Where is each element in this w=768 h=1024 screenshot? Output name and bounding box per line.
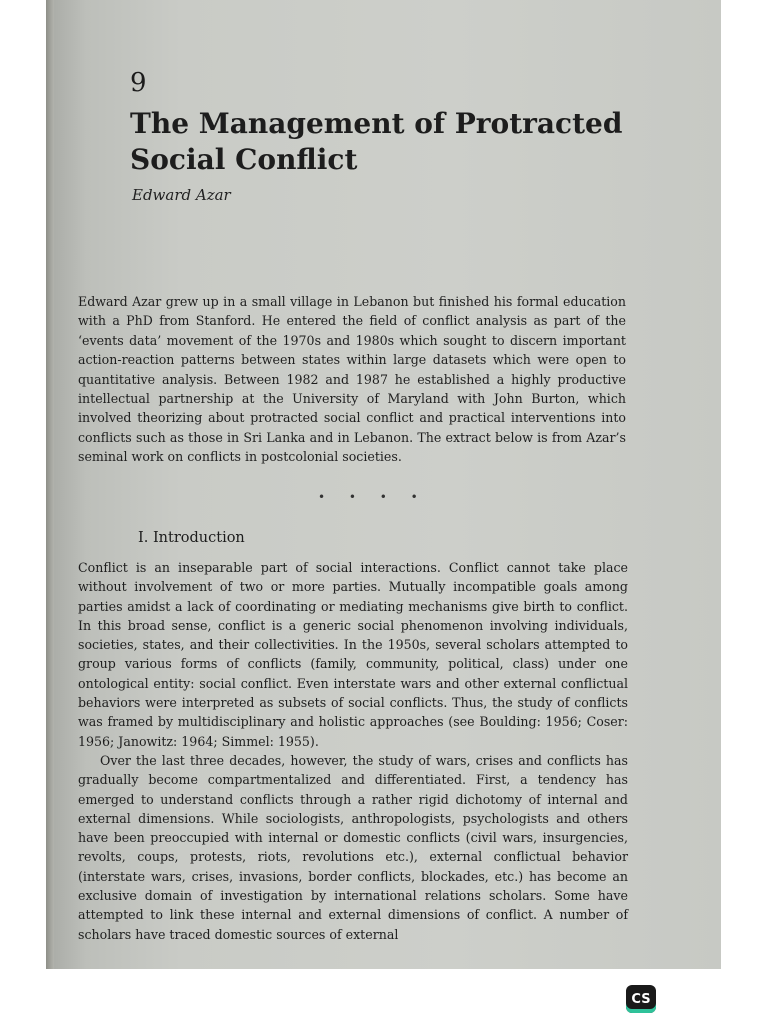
author-bio: Edward Azar grew up in a small village in Lebanon but finished his formal education with a PhD from Stanford. He entered the field of conflict analysis as part of the ‘events data’ movement of the 1970s and 1980s which sought to discern important action-reaction patterns between states within large datasets which were open to quantitative analysis. Between 1982 and 1987 he established a highly productive intellectual partnership at the University of Maryland with John Burton, which involved theorizing about protracted social conflict and practical interventions into conflicts such as those in Sri Lanka and in Lebanon. The extract below is from Azar’s seminal work on conflicts in postcolonial societies. (78, 294, 626, 465)
body-paragraph-1: Conflict is an inseparable part of social interactions. Conflict cannot take place without involvement of two or more parties. Mutually incompatible goals among parties amidst a lack of coordinating or mediating mechanisms give birth to conflict. In this broad sense, conflict is a generic social phenomenon involving individuals, societies, states, and their collectivities. In the 1950s, several scholars attempted to group various forms of conflicts (family, community, political, class) under one ontological entity: social conflict. Even interstate wars and other external conflictual behaviors were interpreted as subsets of social conflicts. Thus, the study of conflicts was framed by multidisciplinary and holistic approaches (see Boulding: 1956; Coser: 1956; Janowitz: 1964; Simmel: 1955). (78, 560, 628, 749)
body-paragraph-2: Over the last three decades, however, the study of wars, crises and conflicts has gradually become compartmentalized and differentiated. First, a tendency has emerged to understand conflicts through a rather rigid dichotomy of internal and external dimensions. While sociologists, anthropologists, psychologists and others have been preoccupied with internal or domestic conflicts (civil wars, insurgencies, revolts, coups, protests, riots, revolutions etc.), external conflictual behavior (interstate wars, crises, invasions, border conflicts, blockades, etc.) has become an exclusive domain of investigation by international relations scholars. Some have attempted to link these internal and external dimensions of conflict. A number of scholars have traced domestic sources of external (78, 752, 628, 942)
section-divider: • • • • (318, 490, 428, 504)
book-spine-shadow (46, 0, 54, 969)
chapter-author: Edward Azar (132, 186, 231, 204)
chapter-title: The Management of Protracted Social Conflict (130, 107, 623, 176)
scanned-page (46, 0, 721, 969)
section-heading: I. Introduction (138, 530, 245, 546)
section-body (78, 558, 628, 944)
chapter-number: 9 (130, 68, 147, 98)
camscanner-logo-icon: CS (626, 985, 656, 1013)
